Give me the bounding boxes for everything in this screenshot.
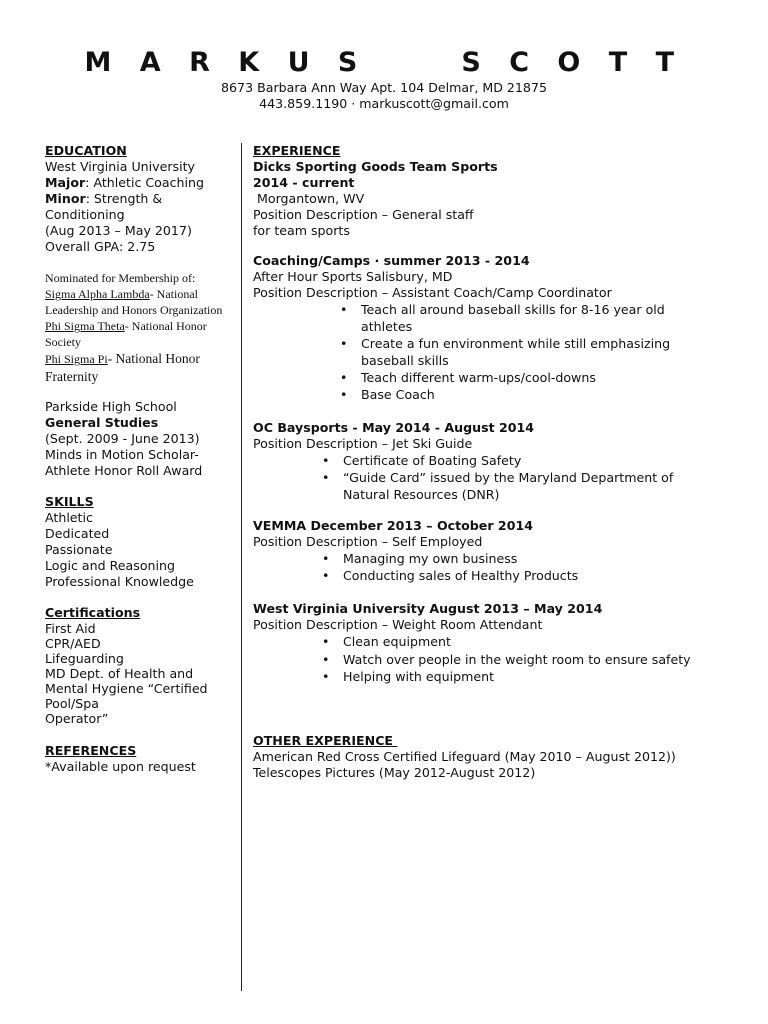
skill-item: Professional Knowledge [45,574,194,589]
job-organization: After Hour Sports Salisbury, MD [253,269,453,284]
certifications-heading: Certifications [45,605,141,620]
job-description: Position Description – General staff [253,207,474,222]
job-bullet-list [343,550,753,584]
certification-item: Mental Hygiene “Certified [45,681,208,696]
certification-item: Pool/Spa [45,696,100,711]
list-item: • “Guide Card” issued by the Maryland Department of Natural Resources (DNR) [343,469,753,503]
job-dates: 2014 - current [253,175,355,190]
minor-value-cont: Conditioning [45,207,125,222]
job-description: Position Description – Assistant Coach/Camp Coordinator [253,285,612,300]
honor-org-1 [45,286,241,302]
school-name: West Virginia University [45,159,195,174]
education-heading: EDUCATION [45,143,127,158]
skill-item: Dedicated [45,526,110,541]
list-item: • Watch over people in the weight room to ensure safety [343,651,753,669]
certification-item: Operator” [45,711,109,726]
list-item: • Clean equipment [343,633,753,651]
certification-item: Lifeguarding [45,651,124,666]
honor-org-2-desc: - National Honor [124,319,207,333]
job-description: Position Description – Jet Ski Guide [253,436,473,451]
minor-value: : Strength & [85,191,163,206]
certification-item: First Aid [45,621,96,636]
certification-item: CPR/AED [45,636,101,651]
column-divider [241,143,242,991]
list-item: • Teach all around baseball skills for 8-16 year old athletes [361,301,753,335]
other-experience-section [253,733,753,781]
gpa: Overall GPA: 2.75 [45,239,156,254]
list-item: American Red Cross Certified Lifeguard (May 2010 – August 2012)) [253,749,676,764]
skills-section [45,494,241,590]
honor-org-2 [45,318,241,334]
skill-item: Passionate [45,542,113,557]
highschool-award: Minds in Motion Scholar- [45,447,199,462]
experience-section [253,143,753,239]
job-baysports [253,420,753,503]
list-item: • Teach different warm-ups/cool-downs [361,369,753,386]
references-section [45,743,241,775]
references-text: *Available upon request [45,759,196,774]
job-bullet-list [361,301,753,403]
address: 8673 Barbara Ann Way Apt. 104 Delmar, MD 21875 [221,80,547,95]
job-coaching [253,253,753,403]
list-item: • Base Coach [361,386,753,403]
job-bullet-list [343,633,753,686]
honor-org-3-desc: - National Honor [107,351,200,366]
list-item: • Create a fun environment while still emphasizing baseball skills [361,335,753,369]
major-line [45,175,241,191]
honor-org-2-cont: Society [45,335,81,349]
honor-org-1-cont: Leadership and Honors Organization [45,303,223,317]
job-description: Position Description – Self Employed [253,534,483,549]
job-location: Morgantown, WV [253,191,365,206]
honor-org-2-name: Phi Sigma Theta [45,319,125,333]
honor-org-3 [45,350,241,368]
job-title: VEMMA December 2013 – October 2014 [253,518,533,533]
list-item: • Certificate of Boating Safety [343,452,753,469]
highschool-dates: (Sept. 2009 - June 2013) [45,431,200,446]
job-description-cont: for team sports [253,223,350,238]
contact-info: 443.859.1190 · markuscott@gmail.com [259,96,509,111]
major-value: : Athletic Coaching [85,175,204,190]
honor-org-1-name: Sigma Alpha Lambda [45,287,150,301]
education-dates: (Aug 2013 – May 2017) [45,223,192,238]
highschool-program: General Studies [45,415,159,430]
job-title: OC Baysports - May 2014 - August 2014 [253,420,535,435]
skills-heading: SKILLS [45,494,94,509]
list-item: Telescopes Pictures (May 2012-August 2012) [253,765,536,780]
honor-org-1-desc: - National [149,287,198,301]
job-bullet-list [343,452,753,503]
minor-label: Minor [45,191,86,206]
job-wvu [253,601,753,686]
job-vemma [253,518,753,584]
highschool-name: Parkside High School [45,399,177,414]
list-item: • Conducting sales of Healthy Products [343,567,753,584]
education-section [45,143,241,255]
certifications-section [45,605,241,726]
certification-item: MD Dept. of Health and [45,666,194,681]
minor-line [45,191,241,207]
job-title: West Virginia University August 2013 – May 2014 [253,601,603,616]
highschool-award-cont: Athlete Honor Roll Award [45,463,203,478]
honor-org-3-name: Phi Sigma Pi [45,352,108,366]
list-item: • Helping with equipment [343,668,753,686]
job-description: Position Description – Weight Room Attendant [253,617,543,632]
candidate-name: M A R K U S S C O T T [84,47,684,78]
experience-heading: EXPERIENCE [253,143,341,158]
skill-item: Logic and Reasoning [45,558,175,573]
skill-item: Athletic [45,510,93,525]
other-experience-heading: OTHER EXPERIENCE [253,733,398,748]
list-item: • Managing my own business [343,550,753,567]
honor-org-3-cont: Fraternity [45,369,99,384]
nominated-label: Nominated for Membership of: [45,271,196,285]
highschool-section [45,399,241,479]
major-label: Major [45,175,86,190]
references-heading: REFERENCES [45,743,137,758]
honors-section [45,270,241,385]
job-title: Dicks Sporting Goods Team Sports [253,159,498,174]
job-title: Coaching/Camps · summer 2013 - 2014 [253,253,530,268]
